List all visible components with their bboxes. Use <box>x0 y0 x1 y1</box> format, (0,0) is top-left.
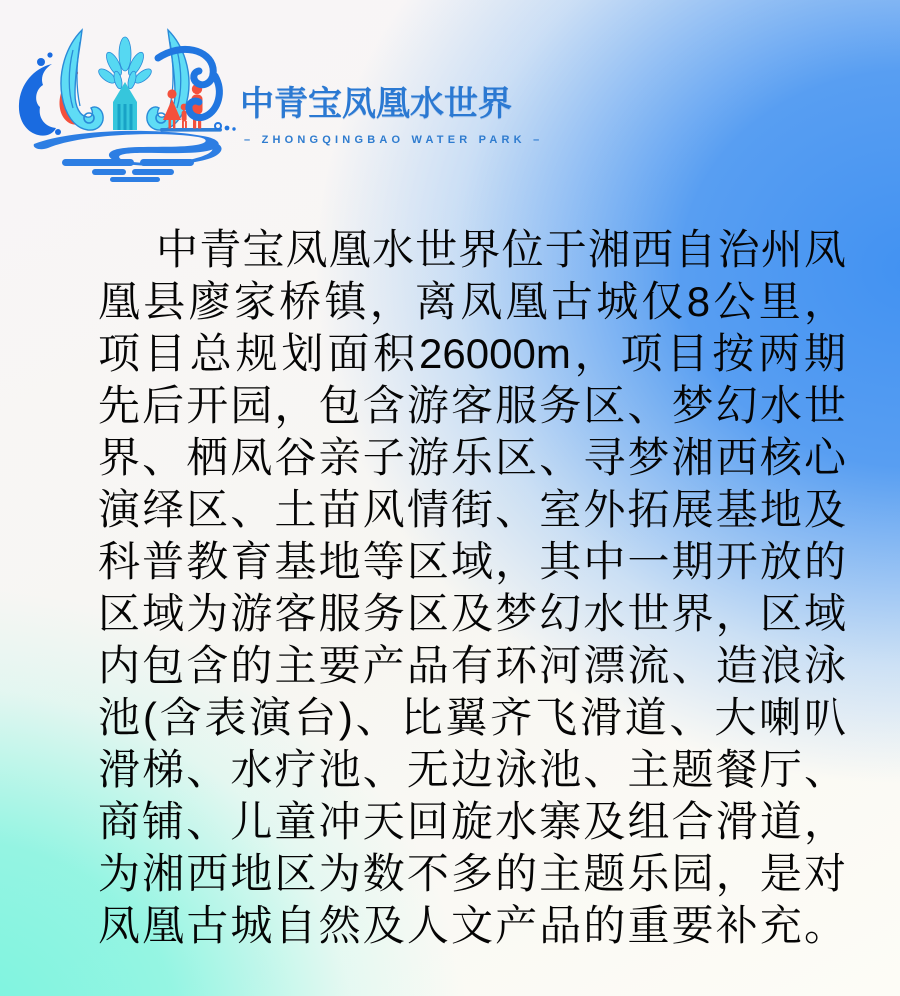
text-line: 项目总规划面积26000m，项目按两期 <box>98 330 846 377</box>
logo-subtitle-en: – ZHONGQINGBAO WATER PARK – <box>244 134 544 146</box>
logo <box>12 22 544 182</box>
text-line: 演绎区、土苗风情街、室外拓展基地及 <box>98 486 846 533</box>
text-line: 商铺、儿童冲天回旋水寨及组合滑道， <box>98 798 846 845</box>
text-line: 池(含表演台)、比翼齐飞滑道、大喇叭 <box>98 694 846 741</box>
text-line: 凰县廖家桥镇，离凤凰古城仅8公里， <box>98 278 846 325</box>
text-line: 区域为游客服务区及梦幻水世界，区域 <box>98 590 846 637</box>
text-line: 为湘西地区为数不多的主题乐园，是对 <box>98 850 846 897</box>
text-line: 中青宝凤凰水世界位于湘西自治州凤 <box>156 226 846 273</box>
text-line: 科普教育基地等区域，其中一期开放的 <box>98 538 846 585</box>
river-swirl-icon <box>34 131 222 182</box>
text-line: 先后开园，包含游客服务区、梦幻水世 <box>98 382 846 429</box>
text-line: 界、栖凤谷亲子游乐区、寻梦湘西核心 <box>98 434 846 481</box>
text-line: 内包含的主要产品有环河漂流、造浪泳 <box>98 642 846 689</box>
logo-text <box>240 76 544 146</box>
text-line: 凤凰古城自然及人文产品的重要补充。 <box>98 902 846 949</box>
water-park-logo-icon <box>12 22 242 182</box>
crown-tower-icon <box>96 37 153 130</box>
text-line: 滑梯、水疗池、无边泳池、主题餐厅、 <box>98 746 846 793</box>
logo-title-cn: 中青宝凤凰水世界 <box>240 85 512 123</box>
park-description-paragraph <box>98 224 846 952</box>
